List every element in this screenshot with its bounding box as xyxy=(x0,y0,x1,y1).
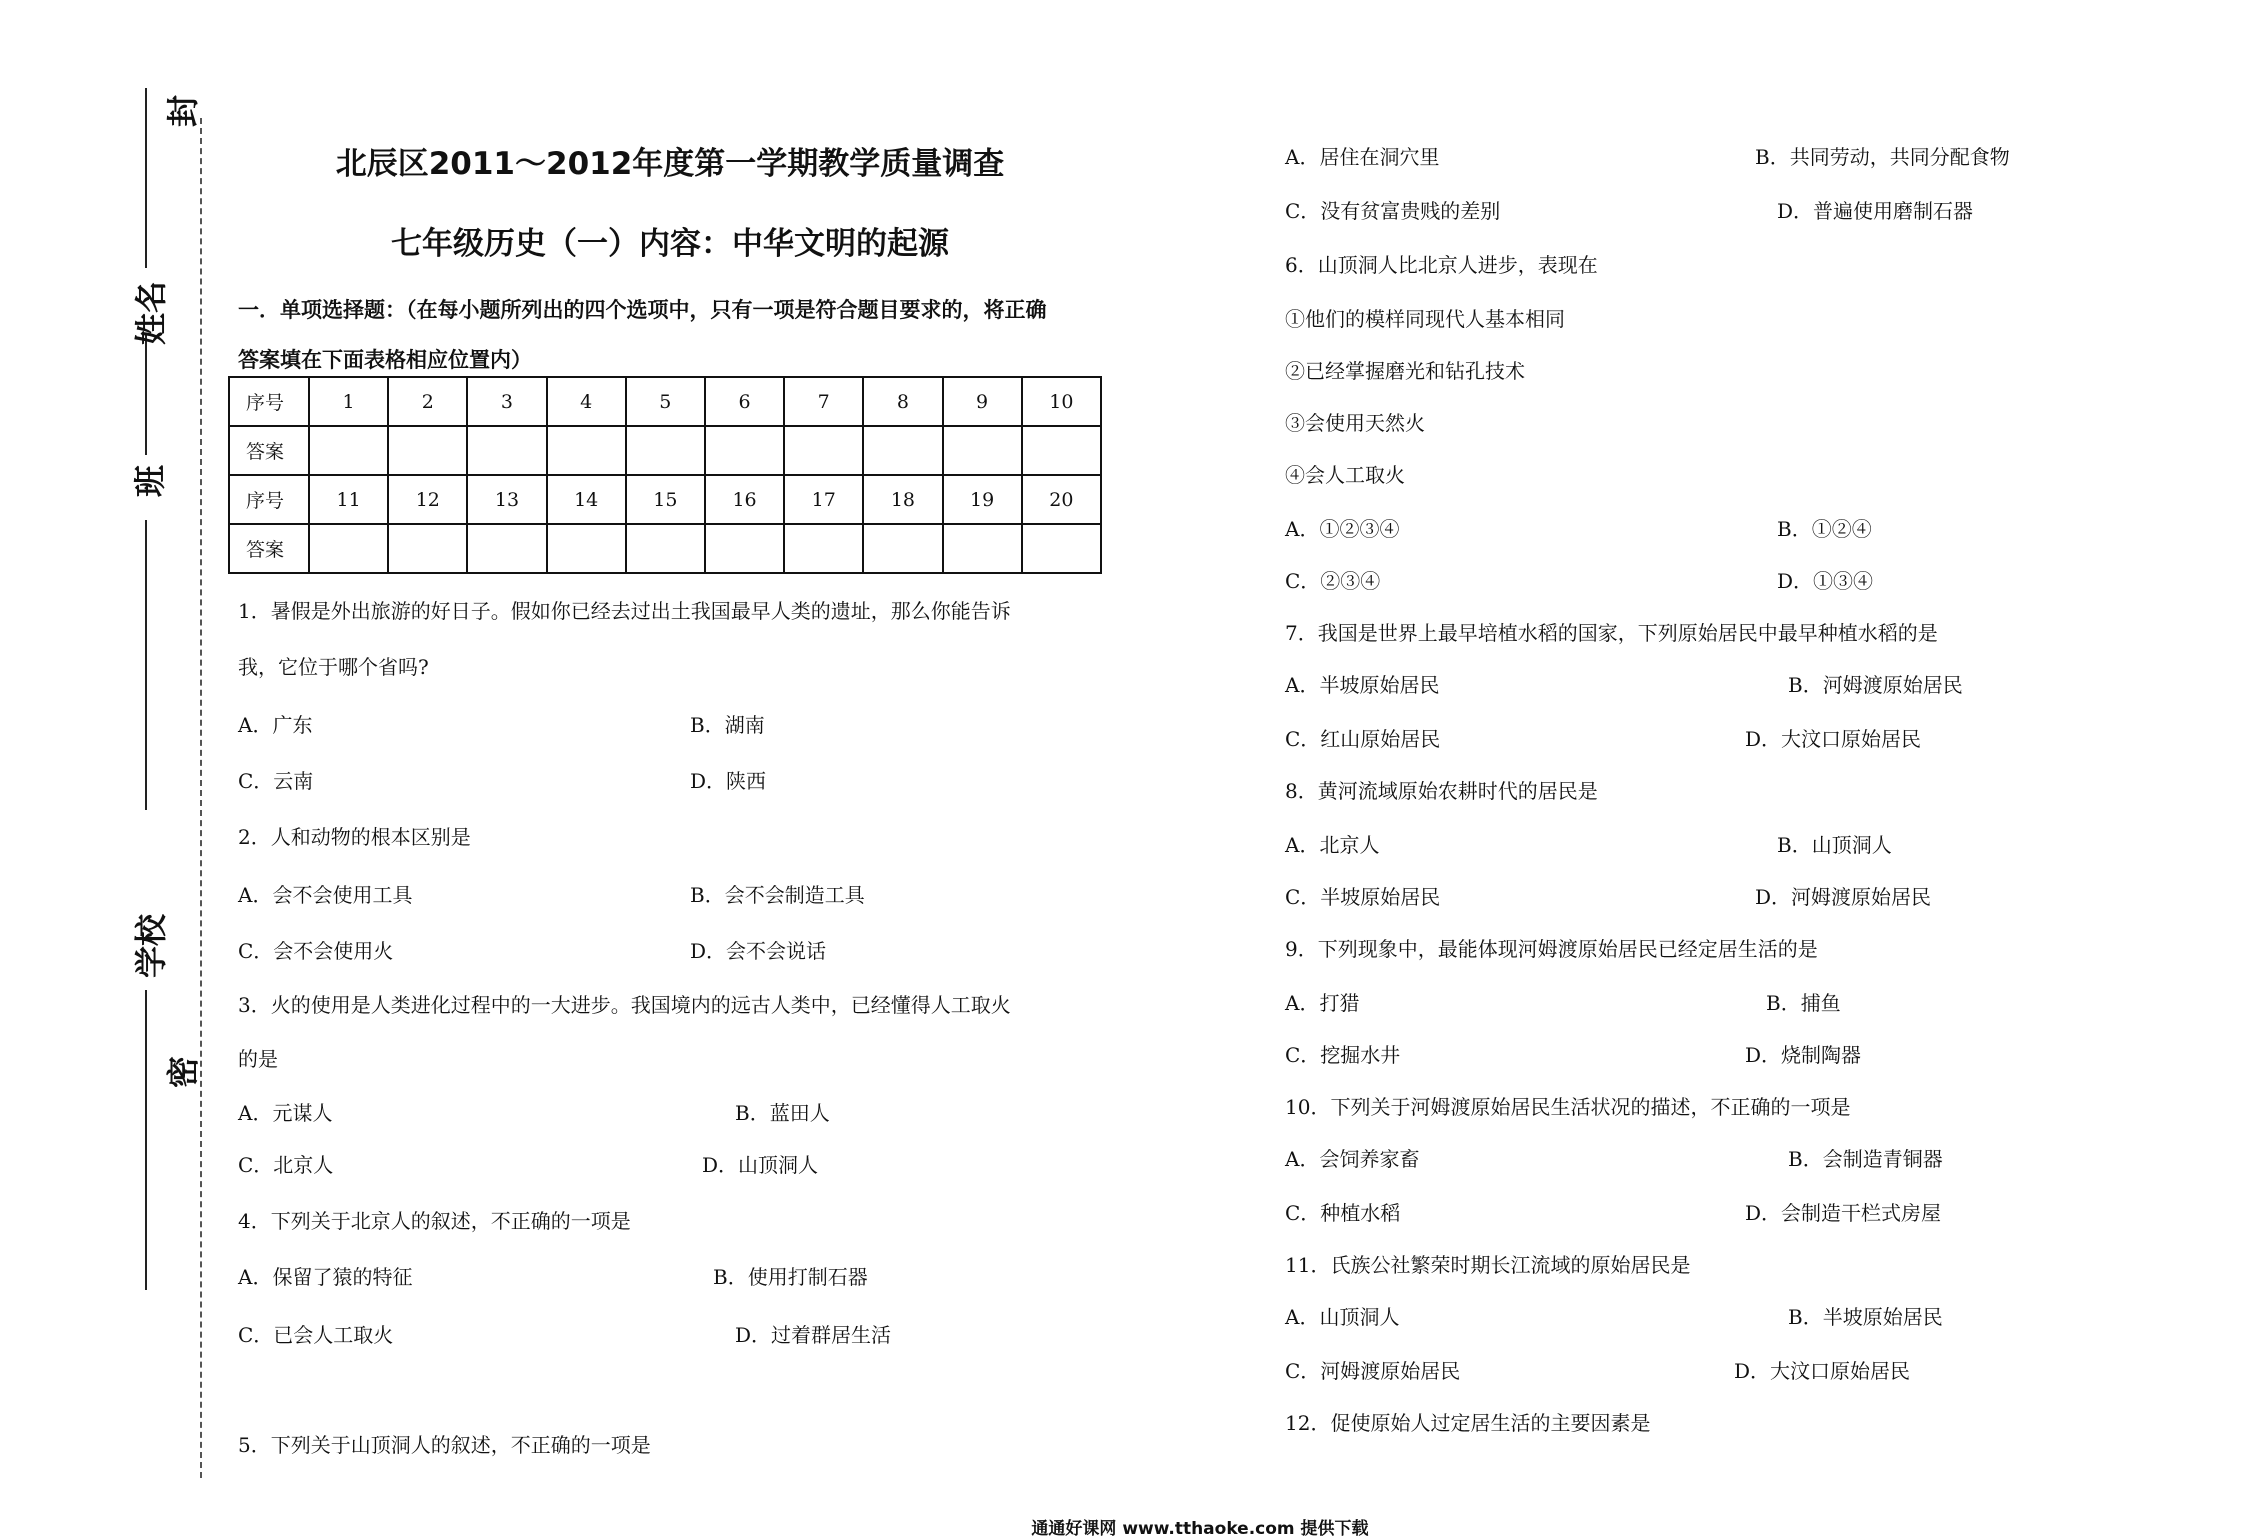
question-9-option-a: A．打猎 xyxy=(1285,991,1360,1015)
answer-cell[interactable] xyxy=(784,524,863,573)
question-11-option-b: B．半坡原始居民 xyxy=(1788,1305,1943,1329)
seal-char-top: 封 xyxy=(164,95,202,128)
question-8-option-a: A．北京人 xyxy=(1285,833,1380,857)
question-7-option-a: A．半坡原始居民 xyxy=(1285,673,1440,697)
page-title: 北辰区2011～2012年度第一学期教学质量调查 xyxy=(335,146,1005,182)
table-row xyxy=(229,524,1101,573)
answer-cell[interactable] xyxy=(705,524,784,573)
answer-cell[interactable] xyxy=(467,426,546,475)
question-4-option-c: C．已会人工取火 xyxy=(238,1323,394,1347)
question-3-option-d: D．山顶洞人 xyxy=(702,1153,819,1177)
question-9-option-b: B．捕鱼 xyxy=(1766,991,1841,1015)
question-2-option-b: B．会不会制造工具 xyxy=(690,883,865,907)
question-3-text: 3．火的使用是人类进化过程中的一大进步。我国境内的远古人类中，已经懂得人工取火 xyxy=(238,993,1011,1017)
question-8-option-c: C．半坡原始居民 xyxy=(1285,885,1441,909)
question-1-text: 1．暑假是外出旅游的好日子。假如你已经去过出土我国最早人类的遗址，那么你能告诉 xyxy=(238,599,1011,623)
question-12-text: 12．促使原始人过定居生活的主要因素是 xyxy=(1285,1411,1651,1435)
table-cell-number: 14 xyxy=(547,475,626,524)
table-cell-number: 7 xyxy=(784,377,863,426)
answer-cell[interactable] xyxy=(1022,524,1101,573)
question-8-text: 8．黄河流域原始农耕时代的居民是 xyxy=(1285,779,1598,803)
answer-cell[interactable] xyxy=(388,426,467,475)
answer-cell[interactable] xyxy=(943,524,1022,573)
margin-line-class xyxy=(145,520,147,810)
question-5-option-a: A．居住在洞穴里 xyxy=(1285,145,1440,169)
name-label: 姓名 xyxy=(132,281,170,346)
section-instructions-line1: 一．单项选择题：（在每小题所列出的四个选项中，只有一项是符合题目要求的，将正确 xyxy=(238,298,1047,322)
question-9-text: 9．下列现象中，最能体现河姆渡原始居民已经定居生活的是 xyxy=(1285,937,1818,961)
question-5-option-d: D．普遍使用磨制石器 xyxy=(1777,199,1974,223)
question-1-option-a: A．广东 xyxy=(238,713,313,737)
question-4-option-a: A．保留了猿的特征 xyxy=(238,1265,413,1289)
answer-cell[interactable] xyxy=(309,426,388,475)
answer-cell[interactable] xyxy=(784,426,863,475)
question-2-option-d: D．会不会说话 xyxy=(690,939,827,963)
table-cell-number: 17 xyxy=(784,475,863,524)
question-5-option-b: B．共同劳动，共同分配食物 xyxy=(1755,145,2010,169)
question-6-statement-3: ③会使用天然火 xyxy=(1285,411,1425,435)
seal-dashed-line xyxy=(200,118,202,1478)
question-3-option-b: B．蓝田人 xyxy=(735,1101,830,1125)
question-2-option-c: C．会不会使用火 xyxy=(238,939,394,963)
question-4-text: 4．下列关于北京人的叙述，不正确的一项是 xyxy=(238,1209,631,1233)
table-cell-number: 19 xyxy=(943,475,1022,524)
question-5-text: 5．下列关于山顶洞人的叙述，不正确的一项是 xyxy=(238,1433,651,1457)
question-6-option-c: C．②③④ xyxy=(1285,569,1381,593)
answer-cell[interactable] xyxy=(309,524,388,573)
question-3-option-c: C．北京人 xyxy=(238,1153,334,1177)
question-11-option-a: A．山顶洞人 xyxy=(1285,1305,1400,1329)
question-1-option-b: B．湖南 xyxy=(690,713,765,737)
margin-line-top xyxy=(145,88,147,268)
answer-cell[interactable] xyxy=(626,524,705,573)
table-cell-number: 11 xyxy=(309,475,388,524)
answer-cell[interactable] xyxy=(943,426,1022,475)
question-5-option-c: C．没有贫富贵贱的差别 xyxy=(1285,199,1501,223)
table-row-label: 序号 xyxy=(229,377,309,426)
question-6-statement-1: ①他们的模样同现代人基本相同 xyxy=(1285,307,1565,331)
table-cell-number: 5 xyxy=(626,377,705,426)
question-7-option-d: D．大汶口原始居民 xyxy=(1745,727,1922,751)
table-cell-number: 9 xyxy=(943,377,1022,426)
table-cell-number: 8 xyxy=(863,377,942,426)
question-4-option-d: D．过着群居生活 xyxy=(735,1323,892,1347)
table-cell-number: 1 xyxy=(309,377,388,426)
margin-line-name xyxy=(145,335,147,455)
table-cell-number: 18 xyxy=(863,475,942,524)
question-11-text: 11．氏族公社繁荣时期长江流域的原始居民是 xyxy=(1285,1253,1691,1277)
page-subtitle: 七年级历史（一）内容：中华文明的起源 xyxy=(391,226,949,262)
question-10-option-b: B．会制造青铜器 xyxy=(1788,1147,1943,1171)
question-1-option-d: D．陕西 xyxy=(690,769,767,793)
table-cell-number: 13 xyxy=(467,475,546,524)
table-cell-number: 16 xyxy=(705,475,784,524)
table-cell-number: 3 xyxy=(467,377,546,426)
question-6-option-a: A．①②③④ xyxy=(1285,517,1400,541)
question-6-option-b: B．①②④ xyxy=(1777,517,1872,541)
question-7-text: 7．我国是世界上最早培植水稻的国家，下列原始居民中最早种植水稻的是 xyxy=(1285,621,1938,645)
table-cell-number: 15 xyxy=(626,475,705,524)
question-6-option-d: D．①③④ xyxy=(1777,569,1874,593)
question-2-option-a: A．会不会使用工具 xyxy=(238,883,413,907)
question-3-text-cont: 的是 xyxy=(238,1047,278,1071)
answer-cell[interactable] xyxy=(547,426,626,475)
question-10-text: 10．下列关于河姆渡原始居民生活状况的描述，不正确的一项是 xyxy=(1285,1095,1851,1119)
question-1-text-cont: 我，它位于哪个省吗? xyxy=(238,655,429,679)
seal-char-bottom: 密 xyxy=(164,1056,202,1089)
table-cell-number: 12 xyxy=(388,475,467,524)
question-10-option-c: C．种植水稻 xyxy=(1285,1201,1401,1225)
class-label: 班 xyxy=(131,465,169,498)
question-2-text: 2．人和动物的根本区别是 xyxy=(238,825,471,849)
question-9-option-d: D．烧制陶器 xyxy=(1745,1043,1862,1067)
table-row-label: 序号 xyxy=(229,475,309,524)
table-cell-number: 4 xyxy=(547,377,626,426)
question-11-option-d: D．大汶口原始居民 xyxy=(1734,1359,1911,1383)
table-cell-number: 2 xyxy=(388,377,467,426)
answer-cell[interactable] xyxy=(547,524,626,573)
question-8-option-b: B．山顶洞人 xyxy=(1777,833,1892,857)
question-7-option-c: C．红山原始居民 xyxy=(1285,727,1441,751)
table-row-label: 答案 xyxy=(229,426,309,475)
margin-line-school xyxy=(145,990,147,1290)
table-cell-number: 10 xyxy=(1022,377,1101,426)
footer-text: 通通好课网 www.tthaoke.com 提供下载 xyxy=(1031,1519,1369,1539)
question-10-option-a: A．会饲养家畜 xyxy=(1285,1147,1420,1171)
question-10-option-d: D．会制造干栏式房屋 xyxy=(1745,1201,1942,1225)
table-row xyxy=(229,475,1101,524)
answer-table xyxy=(228,376,1102,574)
answer-cell[interactable] xyxy=(863,426,942,475)
question-6-text: 6．山顶洞人比北京人进步，表现在 xyxy=(1285,253,1598,277)
table-cell-number: 6 xyxy=(705,377,784,426)
answer-cell[interactable] xyxy=(467,524,546,573)
question-6-statement-2: ②已经掌握磨光和钻孔技术 xyxy=(1285,359,1525,383)
question-4-option-b: B．使用打制石器 xyxy=(713,1265,868,1289)
question-8-option-d: D．河姆渡原始居民 xyxy=(1755,885,1932,909)
question-1-option-c: C．云南 xyxy=(238,769,314,793)
question-11-option-c: C．河姆渡原始居民 xyxy=(1285,1359,1461,1383)
question-9-option-c: C．挖掘水井 xyxy=(1285,1043,1401,1067)
table-row xyxy=(229,426,1101,475)
answer-cell[interactable] xyxy=(626,426,705,475)
answer-cell[interactable] xyxy=(705,426,784,475)
table-row xyxy=(229,377,1101,426)
section-instructions-line2: 答案填在下面表格相应位置内） xyxy=(238,348,532,372)
question-6-statement-4: ④会人工取火 xyxy=(1285,463,1405,487)
answer-cell[interactable] xyxy=(1022,426,1101,475)
question-3-option-a: A．元谋人 xyxy=(238,1101,333,1125)
question-7-option-b: B．河姆渡原始居民 xyxy=(1788,673,1963,697)
table-cell-number: 20 xyxy=(1022,475,1101,524)
answer-cell[interactable] xyxy=(863,524,942,573)
school-label: 学校 xyxy=(132,914,170,979)
table-row-label: 答案 xyxy=(229,524,309,573)
answer-cell[interactable] xyxy=(388,524,467,573)
